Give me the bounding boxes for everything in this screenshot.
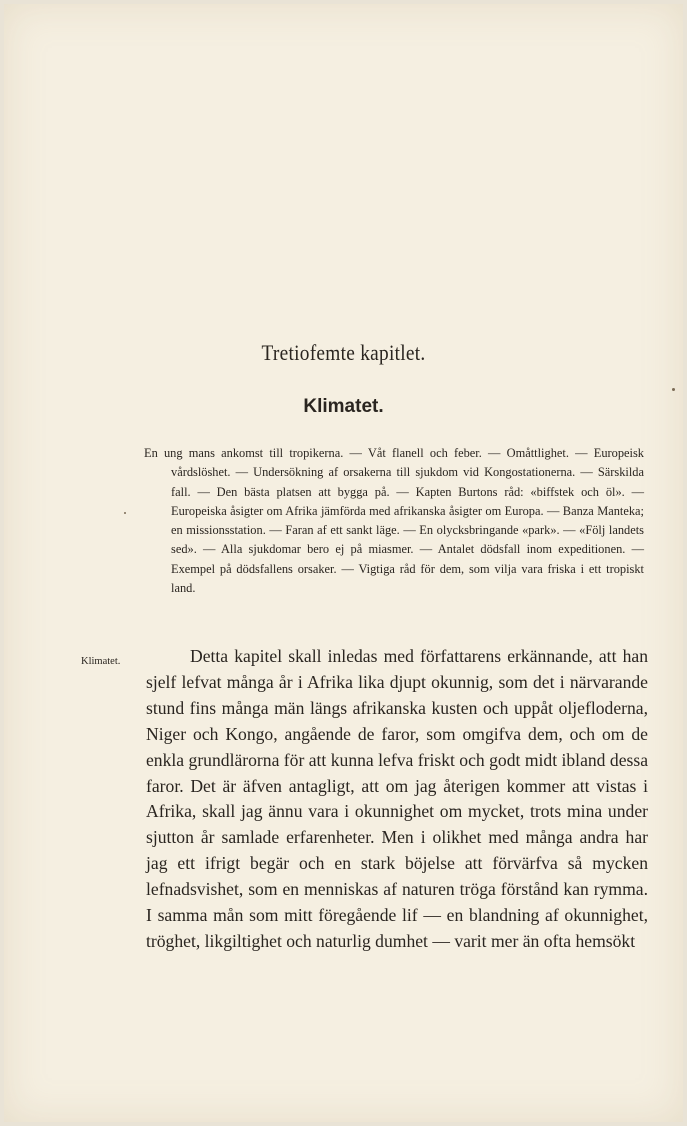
paper-speck — [672, 388, 675, 391]
chapter-summary: En ung mans ankomst till tropikerna. — Våt flanell och feber. — Omåttlighet. — Europeisk vårdslöshet. — Undersökning af orsakerna till sjukdom vid Kongostationerna. — Särskilda fall. — Den bästa platsen att bygga på. — Kapten Burtons råd: «biffstek och öl». — Europeiska åsigter om Afrika jämförda med afrikanska åsigter om Europa. — Banza Manteka; en missionsstation. — Faran af ett sankt läge. — En olycksbringande «park». — «Följ landets sed». — Alla sjukdomar bero ej på miasmer. — Antalet dödsfall inom expeditionen. — Exempel på dödsfallens orsaker. — Vigtiga råd för dem, som vilja vara friska i ett tropiskt land. — [144, 446, 644, 596]
body-text — [146, 644, 648, 955]
chapter-heading: Tretiofemte kapitlet. — [261, 340, 426, 365]
book-page — [4, 4, 683, 1122]
chapter-title: Klimatet. — [303, 396, 384, 417]
body-paragraph: Detta kapitel skall inledas med författarens erkännande, att han sjelf lefvat många år i Afrika lika djupt okunnig, som det i närvarande stund fins många män längs afrikanska kusten och uppåt oljefloderna, Niger och Kongo, angående de faror, som omgifva dem, och om de enkla grundlärorna för att kunna lefva friskt och godt midt ibland dessa faror. Det är äfven antagligt, att om jag återigen kommer att vistas i Afrika, skall jag ännu vara i okunnighet om mycket, trots mina under sjutton år samlade erfarenheter. Men i olikhet med många andra har jag ett ifrigt begär och en stark böjelse att förvärfva så mycken lefnadsvishet, som en menniskas af naturen tröga förstånd kan rymma. I samma mån som mitt föregående lif — en blandning af okunnighet, tröghet, likgiltighet och naturlig dumhet — varit mer än ofta hemsökt — [146, 646, 648, 951]
paper-speck — [124, 512, 126, 514]
margin-note: Klimatet. — [81, 656, 121, 667]
